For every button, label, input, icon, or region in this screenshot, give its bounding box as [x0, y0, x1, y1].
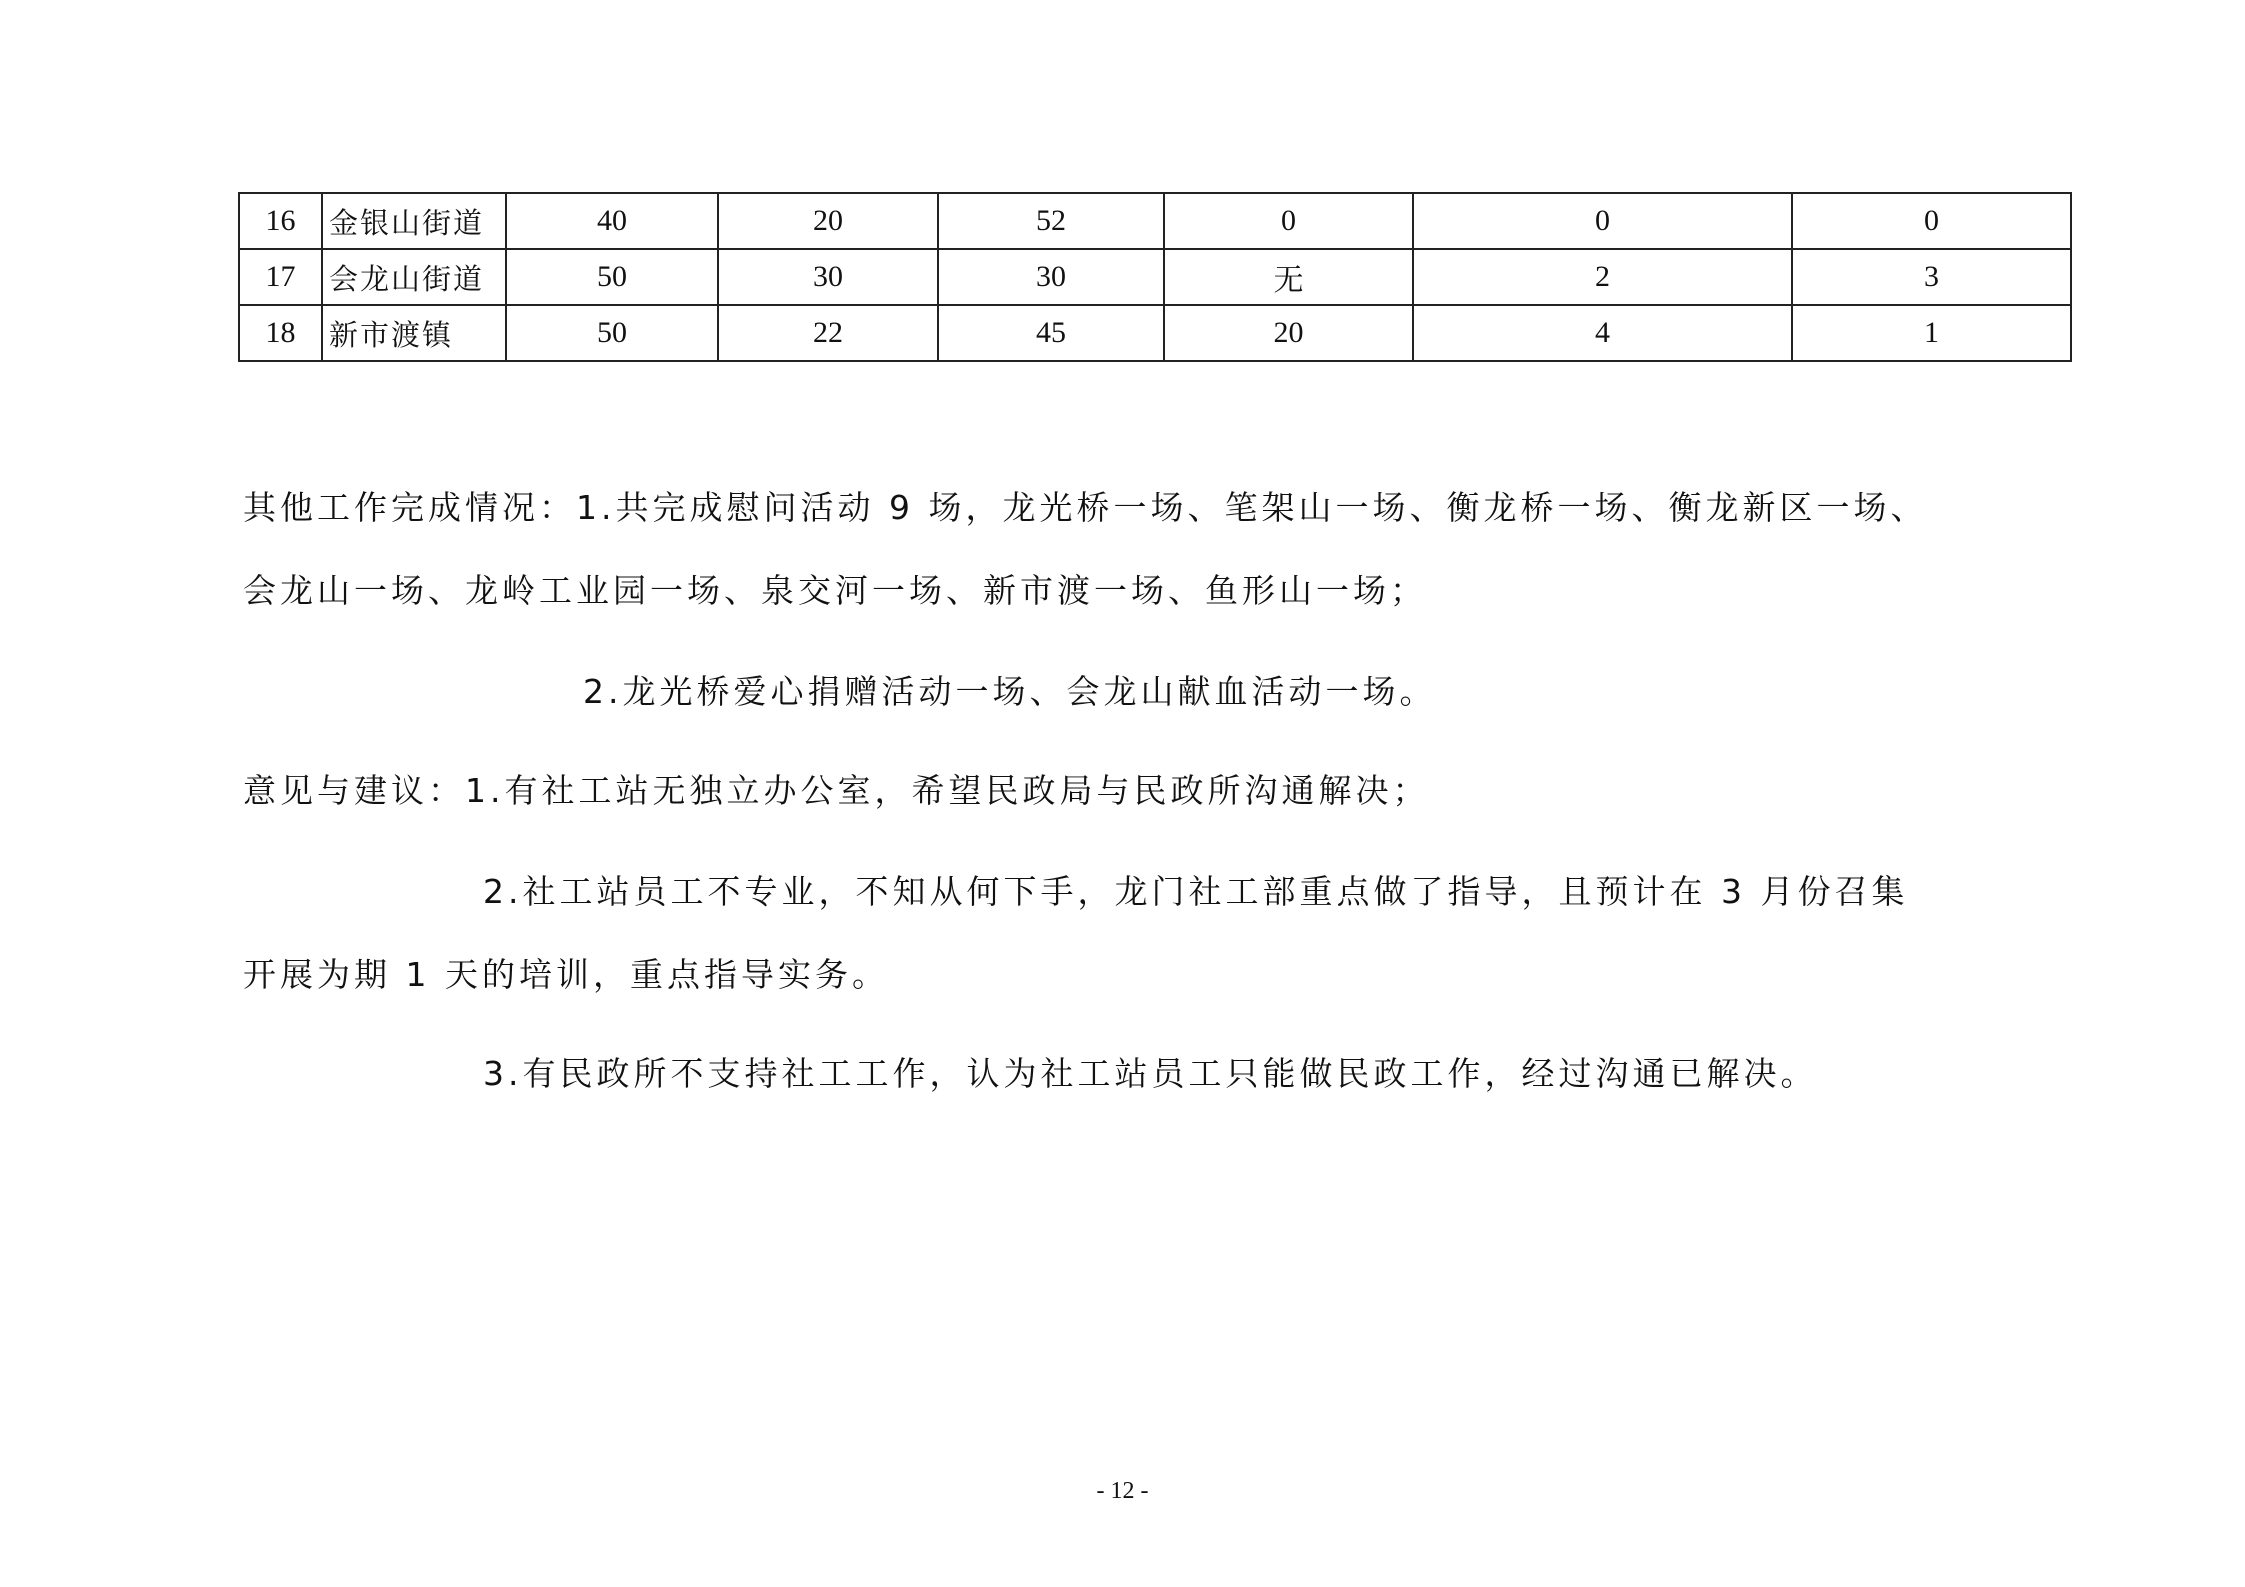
table-cell: 45 — [938, 305, 1164, 361]
table-cell: 40 — [506, 193, 718, 249]
table-cell: 22 — [718, 305, 938, 361]
district-name: 新市渡镇 — [322, 305, 506, 361]
other-work-item-2: 2.龙光桥爱心捐赠活动一场、会龙山献血活动一场。 — [583, 672, 1437, 711]
table-cell: 50 — [506, 305, 718, 361]
suggestions-item-2-line-1: 2.社工站员工不专业，不知从何下手，龙门社工部重点做了指导，且预计在 3 月份召集 — [483, 872, 1909, 911]
table-cell: 0 — [1164, 193, 1413, 249]
data-table — [238, 192, 2072, 362]
table-cell: 52 — [938, 193, 1164, 249]
suggestions-item-3: 3.有民政所不支持社工工作，认为社工站员工只能做民政工作，经过沟通已解决。 — [483, 1054, 1818, 1093]
table-row — [239, 193, 2071, 249]
other-work-line-2: 会龙山一场、龙岭工业园一场、泉交河一场、新市渡一场、鱼形山一场； — [243, 571, 1427, 610]
table-cell: 20 — [1164, 305, 1413, 361]
page-number: - 12 - — [1096, 1478, 1149, 1504]
district-name: 会龙山街道 — [322, 249, 506, 305]
table-row — [239, 249, 2071, 305]
table-cell: 20 — [718, 193, 938, 249]
table-cell: 0 — [1413, 193, 1792, 249]
table-cell: 2 — [1413, 249, 1792, 305]
suggestions-item-2-line-2: 开展为期 1 天的培训，重点指导实务。 — [243, 955, 889, 994]
row-number: 16 — [239, 193, 322, 249]
table-cell: 1 — [1792, 305, 2071, 361]
other-work-line-1: 其他工作完成情况：1.共完成慰问活动 9 场，龙光桥一场、笔架山一场、衡龙桥一场、衡龙新区一场、 — [243, 488, 1928, 527]
table-cell: 30 — [938, 249, 1164, 305]
table-row — [239, 305, 2071, 361]
table-cell: 3 — [1792, 249, 2071, 305]
table-cell: 0 — [1792, 193, 2071, 249]
row-number: 18 — [239, 305, 322, 361]
table-cell: 50 — [506, 249, 718, 305]
suggestions-item-1: 意见与建议：1.有社工站无独立办公室，希望民政局与民政所沟通解决； — [243, 771, 1430, 810]
table-cell: 无 — [1164, 249, 1413, 305]
table-cell: 30 — [718, 249, 938, 305]
table-cell: 4 — [1413, 305, 1792, 361]
district-name: 金银山街道 — [322, 193, 506, 249]
row-number: 17 — [239, 249, 322, 305]
